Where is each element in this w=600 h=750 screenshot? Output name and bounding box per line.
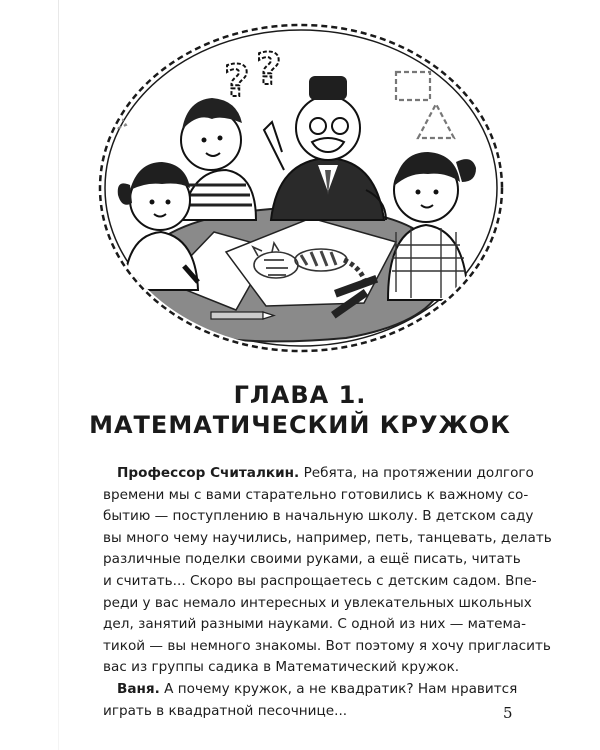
question-mark-1: ? bbox=[224, 56, 250, 107]
text-line: реди у вас немало интересных и увлекательных школьных bbox=[103, 594, 532, 611]
text-line: вы много чему научились, например, петь, танцевать, делать bbox=[103, 529, 552, 546]
text-line: бытию — поступлению в начальную школу. В детском саду bbox=[103, 508, 534, 525]
text-line: дел, занятий разными науками. С одной из них — матема- bbox=[103, 616, 527, 633]
text-line: различные поделки своими руками, а ещё писать, читать bbox=[103, 551, 521, 568]
text-line: времени мы с вами старательно готовились к важному со- bbox=[103, 486, 529, 503]
chapter-body-text bbox=[103, 463, 552, 722]
text-line: Профессор Считалкин. Ребята, на протяжении долгого bbox=[117, 465, 534, 481]
chapter-number: ГЛАВА 1. bbox=[233, 381, 367, 409]
text-line: Ваня. А почему кружок, а не квадратик? Нам нравится bbox=[117, 680, 518, 697]
chapter-title: МАТЕМАТИЧЕСКИЙ КРУЖОК bbox=[89, 411, 511, 439]
text-line: тикой — вы немного знакомы. Вот поэтому я хочу пригласить bbox=[103, 637, 551, 654]
text-line: играть в квадратной песочнице... bbox=[103, 702, 348, 719]
question-mark-2: ? bbox=[256, 44, 282, 95]
speaker-name: Профессор Считалкин. bbox=[117, 465, 300, 481]
page-edge-shadow bbox=[58, 0, 59, 750]
text-line: и считать... Скоро вы распрощаетесь с детским садом. Впе- bbox=[103, 572, 537, 589]
chapter-illustration bbox=[96, 20, 506, 360]
page-number: 5 bbox=[503, 704, 513, 722]
text-line: вас из группы садика в Математический кружок. bbox=[103, 659, 460, 676]
speaker-name: Ваня. bbox=[117, 680, 160, 697]
